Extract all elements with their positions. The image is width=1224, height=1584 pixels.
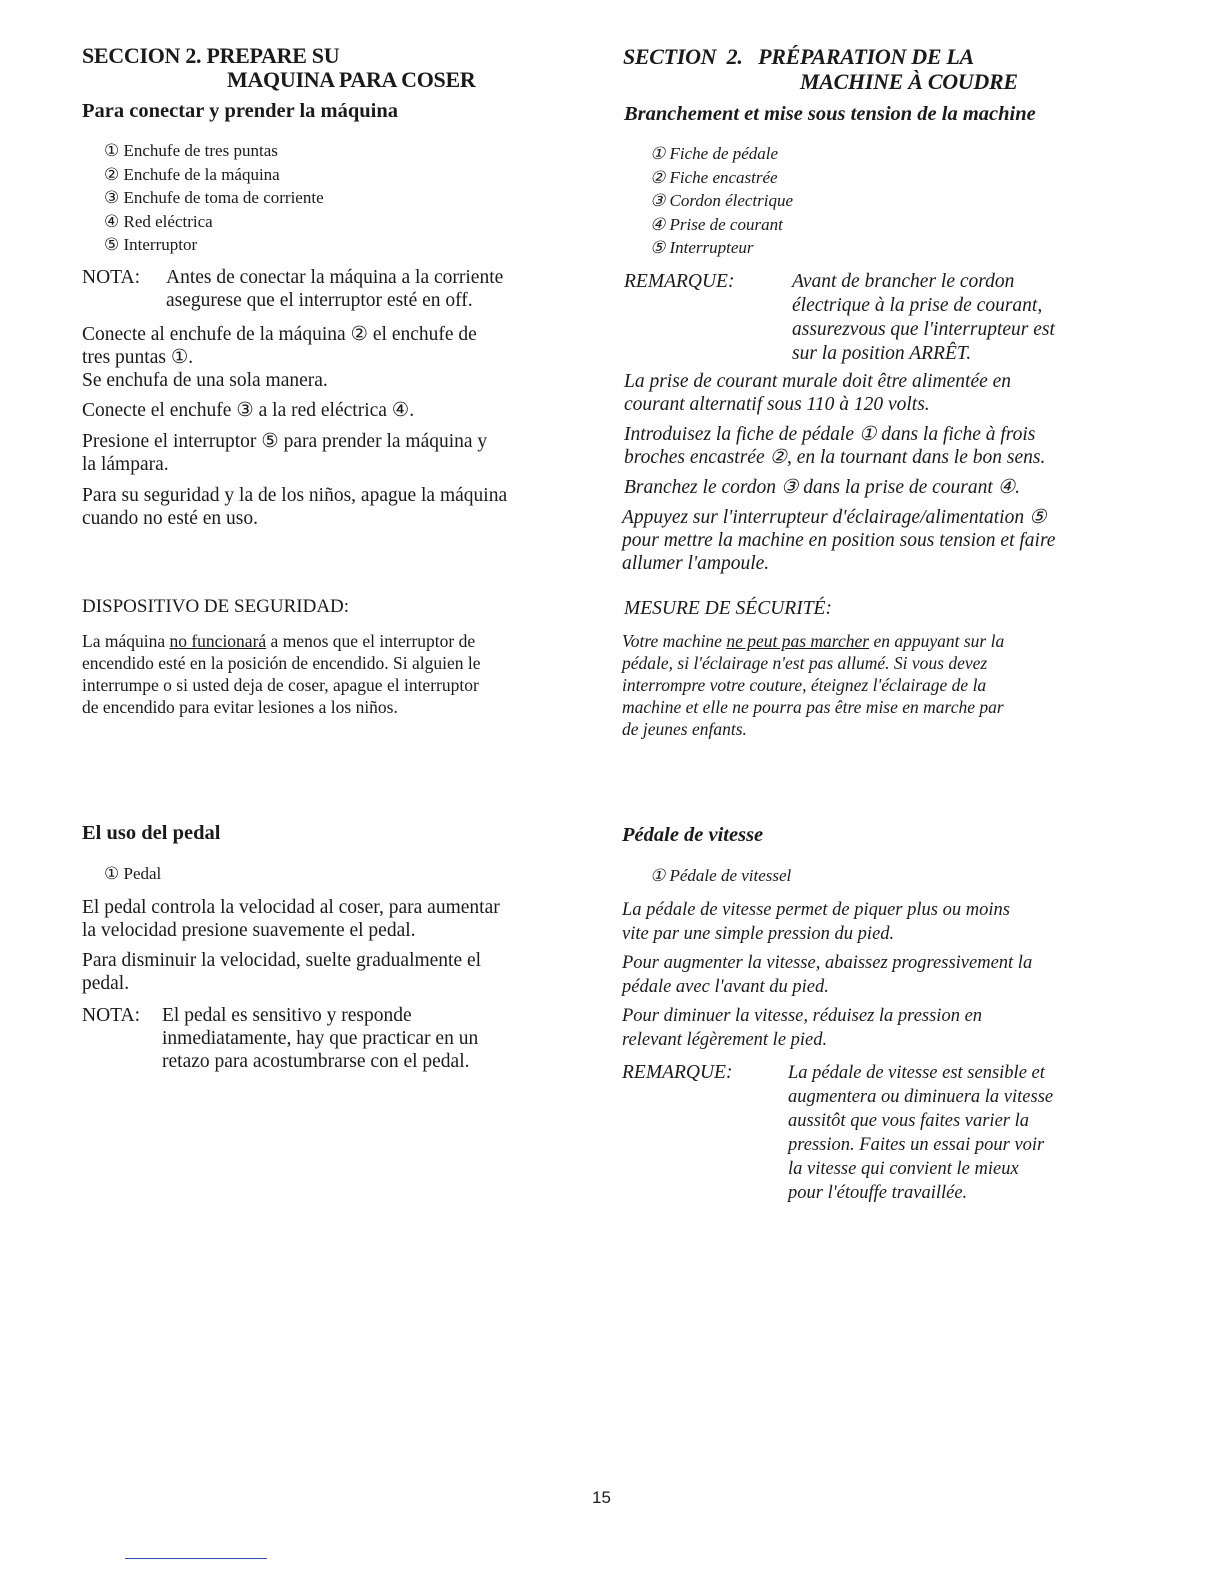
es-paragraph: Para disminuir la velocidad, suelte gradualmente el pedal. [82, 950, 482, 994]
fr-pedal-title: Pédale de vitesse [622, 824, 764, 846]
text: en appuyant sur la pédale, si l'éclairage n'est pas allumé. Si vous devez interrompre votre couture, éteignez l'éclairage de la machine et elle ne pourra pas être mise en marche par de jeunes enfants. [622, 631, 1005, 739]
page-number: 15 [592, 1488, 611, 1507]
list-item: ③ Enchufe de toma de corriente [104, 188, 324, 207]
fr-subtitle: Branchement et mise sous tension de la machine [624, 103, 1036, 125]
fr-safety-title: MESURE DE SÉCURITÉ: [624, 598, 832, 619]
list-item: ① Enchufe de tres puntas [104, 141, 278, 160]
list-item: ⑤ Interrupteur [650, 238, 754, 257]
fr-section-title-line1: SECTION 2. PRÉPARATION DE LA [623, 44, 974, 69]
fr-paragraph: Pour augmenter la vitesse, abaissez progressivement la pédale avec l'avant du pied. [622, 953, 1033, 997]
text: a menos que el interruptor de encendido esté en la posición de encendido. Si alguien le interrumpe o si usted deja de coser, apague el interruptor de encendido para evitar lesiones a los niños. [82, 631, 481, 717]
es-safety-text [82, 630, 480, 718]
es-paragraph: Conecte al enchufe de la máquina ② el enchufe de tres puntas ①. Se enchufa de una sola manera. [82, 324, 477, 391]
text: La máquina [82, 631, 170, 651]
fr-remarque2-label: REMARQUE: [622, 1062, 733, 1083]
es-section-title-line1: SECCION 2. PREPARE SU [82, 43, 340, 68]
es-paragraph: El pedal controla la velocidad al coser, para aumentar la velocidad presione suavemente el pedal. [82, 897, 500, 941]
es-nota-label: NOTA: [82, 267, 141, 288]
es-paragraph: Para su seguridad y la de los niños, apague la máquina cuando no esté en uso. [82, 485, 508, 529]
es-pedal-title: El uso del pedal [82, 822, 221, 844]
fr-paragraph: Branchez le cordon ③ dans la prise de courant ④. [624, 477, 1021, 498]
es-pedal-nota-label: NOTA: [82, 1005, 141, 1026]
fr-remarque2-text: La pédale de vitesse est sensible et augmentera ou diminuera la vitesse aussitôt que vous faites varier la pression. Faites un essai pour voir la vitesse qui convient le mieux pour l'étouffe travaillée. [788, 1063, 1054, 1203]
list-item: ⑤ Interruptor [104, 235, 198, 254]
list-item: ③ Cordon électrique [650, 191, 794, 210]
es-pedal-nota-text: El pedal es sensitivo y responde inmediatamente, hay que practicar en un retazo para acostumbrarse con el pedal. [162, 1005, 479, 1072]
fr-pedal-item: ① Pédale de vitessel [650, 866, 792, 885]
list-item: ② Enchufe de la máquina [104, 164, 280, 184]
es-paragraph: Presione el interruptor ⑤ para prender la máquina y la lámpara. [82, 431, 488, 475]
es-pedal-item: ① Pedal [104, 864, 162, 883]
fr-section-title-line2: MACHINE À COUDRE [800, 69, 1018, 94]
list-item: ④ Prise de courant [650, 214, 783, 234]
divider-line [125, 1558, 267, 1559]
fr-paragraph: Pour diminuer la vitesse, réduisez la pression en relevant légèrement le pied. [622, 1006, 983, 1050]
fr-remarque-label: REMARQUE: [624, 271, 735, 292]
list-item: ② Fiche encastrée [650, 167, 778, 187]
es-paragraph: Conecte el enchufe ③ a la red eléctrica ④. [82, 400, 415, 421]
fr-remarque-text: Avant de brancher le cordon électrique à la prise de courant, assurezvous que l'interrupteur est sur la position ARRÊT. [792, 271, 1055, 364]
es-section-title-line2: MAQUINA PARA COSER [227, 67, 476, 92]
text: Votre machine [622, 631, 727, 651]
list-item: ④ Red eléctrica [104, 211, 213, 231]
es-safety-title: DISPOSITIVO DE SEGURIDAD: [82, 596, 350, 617]
fr-paragraph: La prise de courant murale doit être alimentée en courant alternatif sous 110 à 120 volts. [624, 371, 1012, 415]
fr-paragraph: Introduisez la fiche de pédale ① dans la fiche à frois broches encastrée ②, en la tournant dans le bon sens. [624, 424, 1046, 468]
fr-parts-list [650, 142, 793, 260]
fr-paragraph: Appuyez sur l'interrupteur d'éclairage/alimentation ⑤ pour mettre la machine en position sous tension et faire allumer l'ampoule. [622, 507, 1056, 574]
underlined-text: ne peut pas marcher [726, 631, 870, 651]
list-item: ① Fiche de pédale [650, 144, 779, 163]
underlined-text: no funcionará [169, 631, 267, 651]
fr-paragraph: La pédale de vitesse permet de piquer plus ou moins vite par une simple pression du pied. [622, 900, 1010, 944]
fr-safety-text [622, 630, 1004, 740]
es-parts-list [104, 139, 324, 257]
es-nota-text: Antes de conectar la máquina a la corriente asegurese que el interruptor esté en off. [166, 267, 504, 311]
es-subtitle: Para conectar y prender la máquina [82, 100, 399, 122]
